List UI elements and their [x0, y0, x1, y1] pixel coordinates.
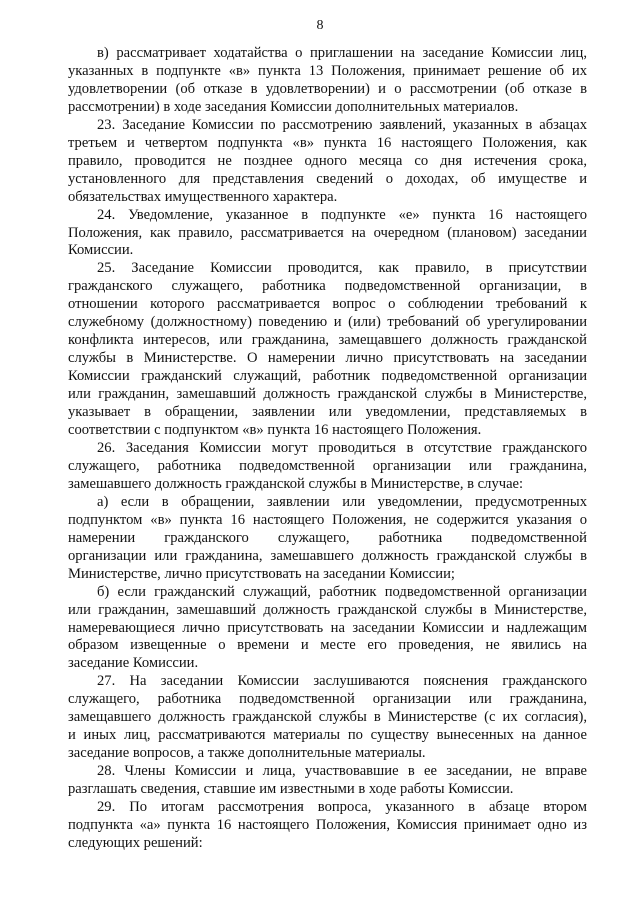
text-line: правило, проводится не позднее одного месяца со дня истечения срока, — [68, 152, 587, 169]
text-line: Комиссии гражданский служащий, работник подведомственной организации — [68, 368, 587, 385]
text-line: 26. Заседания Комиссии могут проводиться в отсутствие гражданского — [97, 439, 587, 456]
text-line: служащего, работника подведомственной организации или гражданина, — [68, 457, 587, 474]
document-body — [68, 45, 587, 853]
text-line: 27. На заседании Комиссии заслушиваются пояснения гражданского — [97, 673, 587, 690]
text-line: или гражданин, замешавший должность гражданской службы в Министерстве, — [68, 386, 587, 403]
text-line: образом извещенные о времени и месте его проведения, не явились на — [68, 637, 587, 654]
text-line: заседание Комиссии. — [68, 655, 199, 672]
text-line: третьем и четвертом подпункта «в» пункта 16 настоящего Положения, как — [68, 134, 587, 151]
text-line: и иных лиц, рассматриваются материалы по существу вынесенных на данное — [68, 727, 587, 744]
text-line: б) если гражданский служащий, работник подведомственной организации — [97, 583, 587, 600]
text-line: удовлетворении (об отказе в удовлетворении) и о рассмотрении (об отказе в — [68, 80, 587, 97]
text-line: намеревающиеся лично присутствовать на заседании Комиссии и надлежащим — [68, 619, 587, 636]
text-line: 28. Члены Комиссии и лица, участвовавшие в ее заседании, не вправе — [97, 763, 587, 780]
text-line: службы в Министерстве. О намерении лично присутствовать на заседании — [68, 350, 587, 367]
text-line: организации или гражданина, замешавшего должность гражданской службы в — [68, 547, 587, 564]
paragraph-item-v — [68, 45, 587, 117]
text-line: подпункта «а» пункта 16 настоящего Положения, Комиссия принимает одно из — [68, 816, 587, 833]
text-line: указанных в подпункте «в» пункта 13 Положения, принимает решение об их — [68, 62, 587, 79]
paragraph-26 — [68, 440, 587, 494]
text-line: замещавшего должность гражданской службы в Министерстве (с их согласия), — [68, 709, 587, 726]
text-line: Положения, как правило, рассматривается на очередном (плановом) заседании — [68, 224, 587, 241]
text-line: Комиссии. — [68, 242, 134, 259]
text-line: намерении гражданского служащего, работника подведомственной — [68, 529, 587, 546]
paragraph-26-b — [68, 584, 587, 674]
text-line: отношении которого рассматривается вопрос о соблюдении требований к — [68, 296, 587, 313]
text-line: замешавшего должность гражданской службы в Министерстве, в случае: — [68, 475, 524, 492]
text-line: гражданского служащего, работника подведомственной организации, в — [68, 278, 587, 295]
text-line: рассмотрении) в ходе заседания Комиссии дополнительных материалов. — [68, 98, 519, 115]
text-line: а) если в обращении, заявлении или уведомлении, предусмотренных — [97, 493, 587, 510]
text-line: Министерстве, лично присутствовать на заседании Комиссии; — [68, 565, 455, 582]
text-line: указывает в обращении, заявлении или уведомлении, представляемых в — [68, 404, 587, 421]
text-line: установленного для представления сведений о доходах, об имуществе и — [68, 170, 587, 187]
paragraph-23 — [68, 117, 587, 207]
paragraph-25 — [68, 260, 587, 440]
paragraph-28 — [68, 763, 587, 799]
text-line: служебному (должностному) поведению и (или) требований об урегулировании — [68, 314, 587, 331]
text-line: обязательствах имущественного характера. — [68, 188, 338, 205]
text-line: разглашать сведения, ставшие им известными в ходе работы Комиссии. — [68, 781, 514, 798]
text-line: в) рассматривает ходатайства о приглашении на заседание Комиссии лиц, — [97, 45, 587, 61]
paragraph-24 — [68, 207, 587, 261]
text-line: конфликта интересов, или гражданина, замещавшего должность гражданской — [68, 332, 587, 349]
text-line: или гражданин, замешавший должность гражданской службы в Министерстве, — [68, 601, 587, 618]
text-line: заседание вопросов, а также дополнительные материалы. — [68, 745, 426, 762]
text-line: служащего, работника подведомственной организации или гражданина, — [68, 691, 587, 708]
text-line: подпунктом «в» пункта 16 настоящего Положения, не содержится указания о — [68, 511, 587, 528]
text-line: 29. По итогам рассмотрения вопроса, указанного в абзаце втором — [97, 799, 587, 816]
paragraph-29 — [68, 799, 587, 853]
paragraph-26-a — [68, 494, 587, 584]
text-line: 25. Заседание Комиссии проводится, как правило, в присутствии — [97, 260, 587, 277]
paragraph-27 — [68, 673, 587, 763]
text-line: следующих решений: — [68, 834, 203, 851]
text-line: соответствии с подпунктом «в» пункта 16 настоящего Положения. — [68, 422, 482, 439]
text-line: 23. Заседание Комиссии по рассмотрению заявлений, указанных в абзацах — [97, 116, 587, 133]
text-line: 24. Уведомление, указанное в подпункте «е» пункта 16 настоящего — [97, 206, 587, 223]
page-number: 8 — [316, 18, 324, 33]
